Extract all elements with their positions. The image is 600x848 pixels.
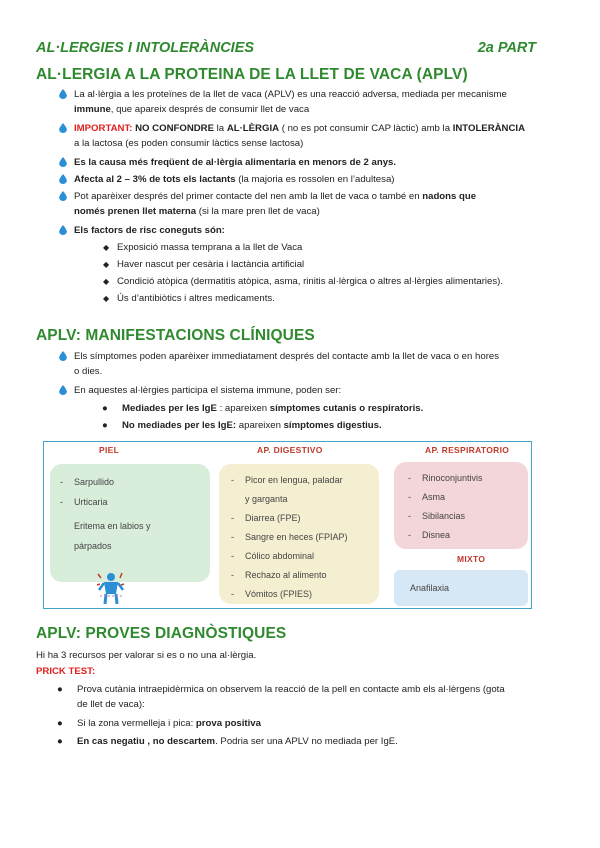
bullet-text: a la lactosa (es poden consumir làctics sense lactosa) [74, 138, 304, 149]
risk-factor-item [103, 257, 304, 272]
respiratorio-item: - Asma [408, 492, 446, 502]
piel-item: - Urticaria [60, 497, 108, 507]
digestivo-item: - Cólico abdominal [231, 551, 315, 561]
bold-text: Afecta al 2 – 3% de tots els lactants [74, 174, 236, 185]
bullet-risk-factors [59, 223, 569, 238]
bold-text: símptomes digestius. [283, 420, 382, 431]
risk-factor-text: Ús d’antibiòtics i altres medicaments. [117, 293, 275, 304]
symptom-text: Diarrea (FPE) [245, 513, 301, 523]
respiratorio-item: - Sibilancias [408, 511, 466, 521]
bullet-immune [59, 383, 569, 398]
symptom-text: Sibilancias [422, 511, 466, 521]
bold-text: AL·LÈRGIA [226, 123, 280, 134]
section-title-diagnostics: APLV: PROVES DIAGNÒSTIQUES [36, 625, 287, 642]
bullet-text: Pot aparèixer després del primer contacte del nen amb la llet de vaca o també en [74, 191, 423, 202]
bullet-text: Els factors de risc coneguts són: [74, 225, 225, 236]
bold-text: NO CONFONDRE [132, 123, 214, 134]
important-label: IMPORTANT: [74, 123, 133, 134]
bold-text: símptomes cutanis o respiratoris. [269, 403, 424, 414]
water-drop-icon [59, 351, 67, 361]
bold-text: només prenen llet materna [74, 206, 197, 217]
section-title-manifestations: APLV: MANIFESTACIONS CLÍNIQUES [36, 327, 315, 344]
symptom-text: Vómitos (FPIES) [245, 589, 313, 599]
symptom-text: Rechazo al alimento [245, 570, 327, 580]
risk-factor-text: Condició atòpica (dermatitis atòpica, asma, rinitis al·lèrgica o altres al·lèrgies alimentaries). [117, 276, 504, 287]
non-ige-mediated-item [102, 418, 542, 433]
page-header [36, 40, 536, 58]
bullet-text: ( no es pot consumir CAP làctic) amb la [279, 123, 453, 134]
digestivo-item: - Picor en lengua, paladar [231, 475, 343, 485]
bullet-text: La al·lèrgia a les proteïnes de la llet de vaca (APLV) es una reacció adversa, mediada per mecanisme [74, 89, 507, 100]
risk-factor-item [103, 240, 302, 255]
header-title: AL·LERGIES I INTOLERÀNCIES [36, 40, 255, 56]
risk-factor-text: Exposició massa temprana a la llet de Vaca [117, 242, 303, 253]
bullet-frequency [59, 155, 569, 170]
bullet-affects [59, 172, 569, 187]
diamond-bullet-icon: ◆ [103, 260, 110, 269]
symptom-text: y garganta [245, 494, 288, 504]
digestivo-item: - Diarrea (FPE) [231, 513, 301, 523]
symptom-text: Cólico abdominal [245, 551, 315, 561]
dot-bullet-icon: ● [57, 736, 63, 747]
clinical-manifestations-diagram [43, 441, 532, 609]
piel-item-extra [60, 516, 151, 556]
water-drop-icon [59, 89, 67, 99]
respiratorio-item: - Disnea [408, 530, 451, 540]
symptom-text: Rinoconjuntivis [422, 473, 483, 483]
mixto-item [410, 582, 449, 594]
bullet-important [59, 121, 574, 151]
bold-text: No mediades per les IgE: [122, 420, 237, 431]
bullet-text: Prova cutània intraepidèrmica on observem la reacció de la pell en contacte amb els al·lèrgens (gota [77, 684, 505, 695]
bold-text: En cas negatiu , no descartem [77, 736, 216, 747]
bullet-text: (si la mare pren llet de vaca) [196, 206, 320, 217]
bullet-text: la [214, 123, 227, 134]
water-drop-icon [59, 174, 67, 184]
bold-text: Mediades per les IgE [122, 403, 217, 414]
dot-bullet-icon: ● [102, 420, 108, 431]
bullet-text: o dies. [74, 366, 103, 377]
symptom-text: Disnea [422, 530, 451, 540]
bullet-text: , que apareix després de consumir llet de vaca [110, 104, 310, 115]
symptom-text: Urticaria [74, 497, 108, 507]
prick-positive-item [57, 716, 567, 731]
piel-heading: PIEL [99, 445, 120, 455]
diamond-bullet-icon: ◆ [103, 243, 110, 252]
diamond-bullet-icon: ◆ [103, 277, 110, 286]
respiratorio-heading: AP. RESPIRATORIO [425, 445, 510, 455]
mixto-heading: MIXTO [457, 554, 486, 564]
symptom-text: Asma [422, 492, 446, 502]
prick-test-label: PRICK TEST: [36, 666, 96, 677]
digestivo-heading: AP. DIGESTIVO [257, 445, 323, 455]
symptom-text: Eritema en labios y [74, 521, 151, 531]
bullet-text: (la majoria es rossolen en l’adultesa) [235, 174, 395, 185]
water-drop-icon [59, 191, 67, 201]
symptom-text: Picor en lengua, paladar [245, 475, 343, 485]
bullet-onset [59, 189, 569, 219]
digestivo-item: - Rechazo al alimento [231, 570, 327, 580]
bold-text: prova positiva [195, 718, 261, 729]
digestivo-item: - Vómitos (FPIES) [231, 589, 313, 599]
symptom-text: Sarpullido [74, 477, 115, 487]
bullet-text: En aquestes al·lèrgies participa el sistema immune, poden ser: [74, 385, 342, 396]
bullet-text: : apareixen [216, 403, 270, 414]
bullet-text: Si la zona vermelleja i pica: [77, 718, 196, 729]
dot-bullet-icon: ● [102, 403, 108, 414]
bold-text: immune [74, 104, 111, 115]
water-drop-icon [59, 225, 67, 235]
section-title-aplv: AL·LERGIA A LA PROTEINA DE LA LLET DE VACA (APLV) [36, 66, 468, 83]
risk-factor-text: Haver nascut per cesària i lactància artificial [117, 259, 305, 270]
ige-mediated-item [102, 401, 542, 416]
bullet-symptoms-onset [59, 349, 574, 379]
digestivo-item [231, 493, 288, 505]
symptom-text: párpados [74, 541, 112, 551]
bold-text: nadons que [422, 191, 477, 202]
bold-text: INTOLERÀNCIA [452, 123, 526, 134]
bullet-text: Els símptomes poden aparèixer immediatament després del contacte amb la llet de vaca o en hores [74, 351, 500, 362]
bullet-text: apareixen [236, 420, 284, 431]
prick-negative-item [57, 734, 567, 749]
allergy-person-icon [96, 570, 126, 606]
water-drop-icon [59, 123, 67, 133]
bullet-definition [59, 87, 569, 117]
risk-factor-item [103, 291, 275, 306]
respiratorio-item: - Rinoconjuntivis [408, 473, 483, 483]
bullet-text: . Podria ser una APLV no mediada per IgE. [215, 736, 398, 747]
risk-factor-item [103, 274, 503, 289]
prick-definition-item [57, 682, 567, 712]
piel-item: - Sarpullido [60, 477, 115, 487]
bullet-text: Es la causa més freqüent de al·lèrgia alimentaria en menors de 2 anys. [74, 157, 397, 168]
dot-bullet-icon: ● [57, 718, 63, 729]
diagnostics-intro: Hi ha 3 recursos per valorar si es o no una al·lèrgia. [36, 650, 257, 661]
header-part: 2a PART [477, 40, 536, 56]
symptom-text: Anafilaxia [410, 583, 450, 593]
digestivo-item: - Sangre en heces (FPIAP) [231, 532, 348, 542]
water-drop-icon [59, 385, 67, 395]
bullet-text: de llet de vaca): [77, 699, 145, 710]
diamond-bullet-icon: ◆ [103, 294, 110, 303]
symptom-text: Sangre en heces (FPIAP) [245, 532, 348, 542]
dot-bullet-icon: ● [57, 684, 63, 695]
water-drop-icon [59, 157, 67, 167]
